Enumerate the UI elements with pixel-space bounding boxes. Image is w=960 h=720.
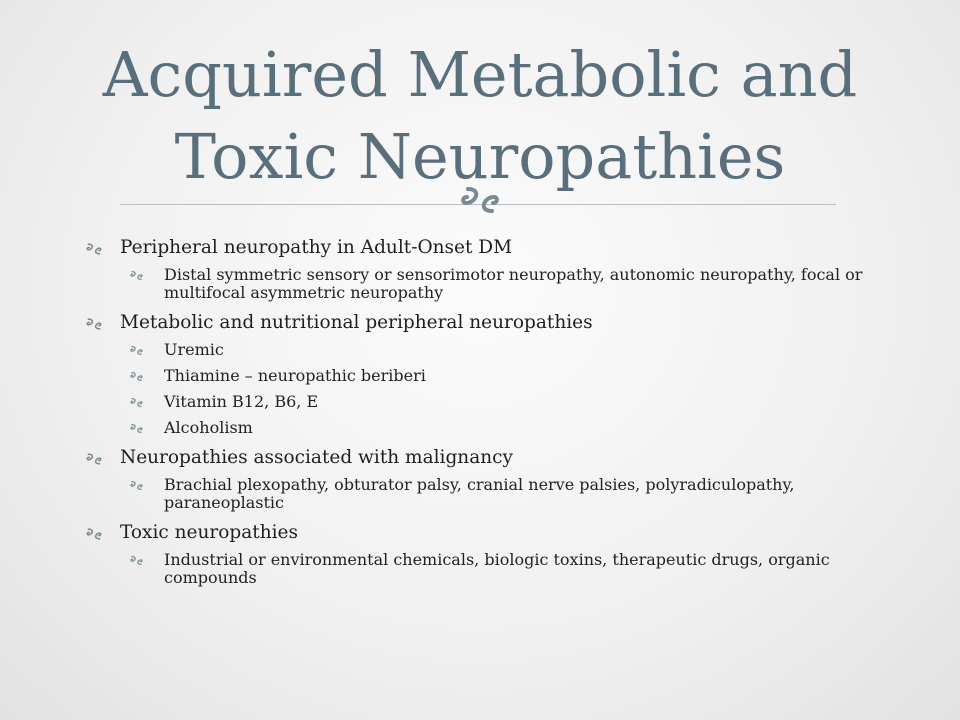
bullet-item xyxy=(86,521,886,545)
sub-bullet-text: Vitamin B12, B6, E xyxy=(164,392,319,411)
sub-list xyxy=(130,551,886,587)
sub-bullet-item xyxy=(130,476,886,512)
sub-list xyxy=(130,476,886,512)
sub-bullet-item xyxy=(130,393,886,411)
flourish-bullet-icon xyxy=(130,367,164,383)
flourish-bullet-icon xyxy=(130,551,164,567)
flourish-bullet-icon xyxy=(86,236,120,257)
flourish-bullet-icon xyxy=(130,341,164,357)
bullet-item xyxy=(86,311,886,335)
sub-list xyxy=(130,266,886,302)
flourish-bullet-icon xyxy=(86,446,120,467)
bullet-item xyxy=(86,236,886,260)
sub-bullet-text: Alcoholism xyxy=(164,418,253,437)
sub-bullet-text: Uremic xyxy=(164,340,224,359)
sub-bullet-item xyxy=(130,341,886,359)
slide-title xyxy=(60,34,900,198)
flourish-bullet-icon xyxy=(130,476,164,492)
title-line-2: Toxic Neuropathies xyxy=(174,120,786,193)
flourish-bullet-icon xyxy=(130,393,164,409)
flourish-bullet-icon xyxy=(130,266,164,282)
flourish-bullet-icon xyxy=(130,419,164,435)
bullet-item xyxy=(86,446,886,470)
bullet-text: Toxic neuropathies xyxy=(120,522,298,543)
bullet-text: Metabolic and nutritional peripheral neuropathies xyxy=(120,312,593,333)
sub-bullet-text: Thiamine – neuropathic beriberi xyxy=(164,366,426,385)
flourish-bullet-icon xyxy=(86,311,120,332)
sub-bullet-text: Distal symmetric sensory or sensorimotor neuropathy, autonomic neuropathy, focal or multifocal asymmetric neuropathy xyxy=(164,265,863,302)
sub-bullet-item xyxy=(130,551,886,587)
curly-flourish-icon xyxy=(460,180,500,220)
sub-bullet-item xyxy=(130,367,886,385)
title-line-1: Acquired Metabolic and xyxy=(102,38,858,111)
sub-bullet-item xyxy=(130,419,886,437)
content-list xyxy=(86,236,886,596)
sub-list xyxy=(130,341,886,437)
sub-bullet-text: Industrial or environmental chemicals, biologic toxins, therapeutic drugs, organic compounds xyxy=(164,550,830,587)
bullet-text: Neuropathies associated with malignancy xyxy=(120,447,513,468)
sub-bullet-item xyxy=(130,266,886,302)
flourish-bullet-icon xyxy=(86,521,120,542)
bullet-text: Peripheral neuropathy in Adult-Onset DM xyxy=(120,237,513,258)
sub-bullet-text: Brachial plexopathy, obturator palsy, cranial nerve palsies, polyradiculopathy, paraneoplastic xyxy=(164,475,795,512)
